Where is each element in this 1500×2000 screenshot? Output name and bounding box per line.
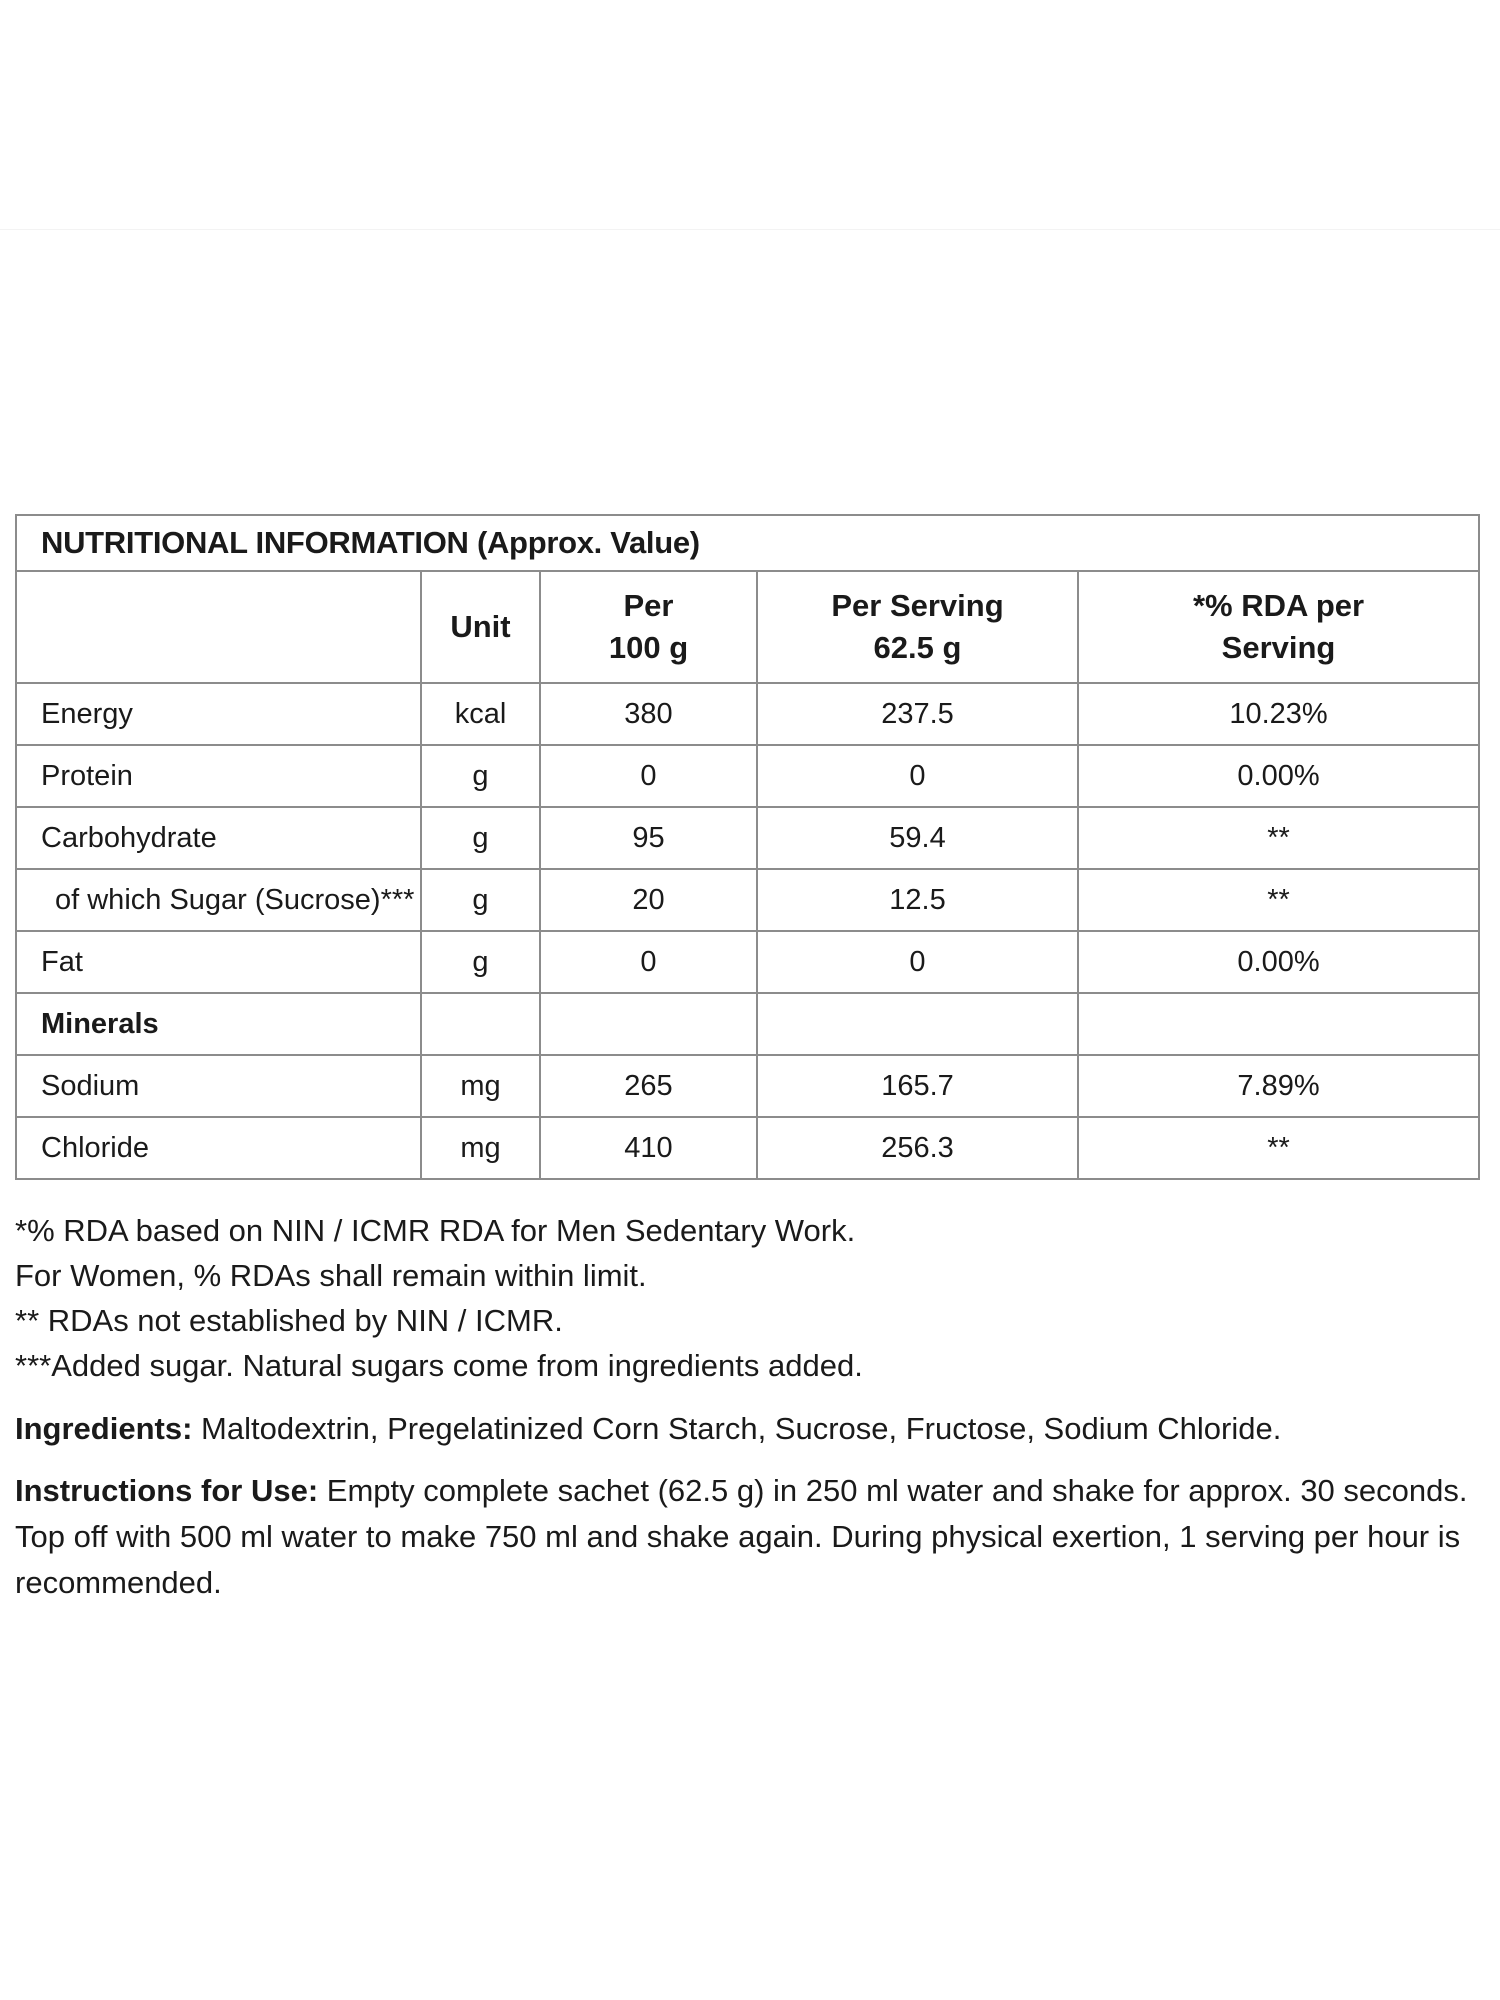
per-100g-value: 265: [540, 1055, 757, 1117]
per-serving-value: [757, 993, 1078, 1055]
per-100g-value: [540, 993, 757, 1055]
table-title: NUTRITIONAL INFORMATION (Approx. Value): [16, 515, 1479, 571]
nutrient-unit: mg: [421, 1117, 540, 1179]
nutrient-unit: mg: [421, 1055, 540, 1117]
header-rda: [1078, 571, 1479, 683]
table-row-carbohydrate: [16, 807, 1479, 869]
nutrient-unit: g: [421, 807, 540, 869]
per-serving-value: 256.3: [757, 1117, 1078, 1179]
per-serving-value: 0: [757, 745, 1078, 807]
table-row-fat: [16, 931, 1479, 993]
footnotes: [15, 1208, 1485, 1388]
nutrient-unit: g: [421, 931, 540, 993]
rda-value: 0.00%: [1078, 931, 1479, 993]
header-unit: Unit: [421, 571, 540, 683]
header-per-100g-line1: Per: [623, 588, 674, 623]
footnote: ** RDAs not established by NIN / ICMR.: [15, 1303, 563, 1338]
per-100g-value: 410: [540, 1117, 757, 1179]
footnote: *% RDA based on NIN / ICMR RDA for Men Sedentary Work.: [15, 1213, 856, 1248]
nutrient-unit: g: [421, 745, 540, 807]
table-row-sugar: [16, 869, 1479, 931]
rda-value: 10.23%: [1078, 683, 1479, 745]
header-per-serving: [757, 571, 1078, 683]
per-serving-value: 59.4: [757, 807, 1078, 869]
nutrient-name: of which Sugar (Sucrose)***: [16, 869, 421, 931]
rda-value: **: [1078, 1117, 1479, 1179]
per-100g-value: 0: [540, 745, 757, 807]
per-100g-value: 95: [540, 807, 757, 869]
top-divider: [0, 229, 1500, 230]
nutrient-name: Protein: [16, 745, 421, 807]
nutrition-table: [15, 514, 1480, 1180]
nutrient-unit: g: [421, 869, 540, 931]
table-row-chloride: [16, 1117, 1479, 1179]
per-100g-value: 380: [540, 683, 757, 745]
per-serving-value: 0: [757, 931, 1078, 993]
nutrient-name: Energy: [16, 683, 421, 745]
header-rda-line1: *% RDA per: [1192, 588, 1365, 623]
table-row-minerals: [16, 993, 1479, 1055]
header-nutrient: [16, 571, 421, 683]
nutrient-name: Fat: [16, 931, 421, 993]
ingredients-paragraph: [15, 1406, 1485, 1452]
per-100g-value: 20: [540, 869, 757, 931]
header-per-100g-line2: 100 g: [608, 630, 689, 665]
table-row-energy: [16, 683, 1479, 745]
footnote: ***Added sugar. Natural sugars come from ingredients added.: [15, 1348, 863, 1383]
table-header-row: [16, 571, 1479, 683]
rda-value: 7.89%: [1078, 1055, 1479, 1117]
header-per-serving-line1: Per Serving: [831, 588, 1004, 623]
header-rda-line2: Serving: [1221, 630, 1336, 665]
nutrient-unit: [421, 993, 540, 1055]
nutrient-name: Carbohydrate: [16, 807, 421, 869]
instructions-paragraph: [15, 1468, 1485, 1606]
table-row-protein: [16, 745, 1479, 807]
per-serving-value: 165.7: [757, 1055, 1078, 1117]
section-heading: Minerals: [16, 993, 421, 1055]
footnote: For Women, % RDAs shall remain within limit.: [15, 1258, 647, 1293]
table-title-row: [16, 515, 1479, 571]
per-100g-value: 0: [540, 931, 757, 993]
per-serving-value: 12.5: [757, 869, 1078, 931]
ingredients-text: Maltodextrin, Pregelatinized Corn Starch, Sucrose, Fructose, Sodium Chloride.: [192, 1411, 1282, 1446]
header-per-serving-line2: 62.5 g: [873, 630, 962, 665]
nutrient-name: Chloride: [16, 1117, 421, 1179]
rda-value: 0.00%: [1078, 745, 1479, 807]
ingredients-label: Ingredients:: [15, 1411, 193, 1446]
nutrient-unit: kcal: [421, 683, 540, 745]
instructions-text: Empty complete sachet (62.5 g) in 250 ml water and shake for approx. 30 seconds. Top off with 500 ml water to make 750 ml and shake again. During physical exertion, 1 serving per hour is recommended.: [15, 1473, 1468, 1600]
rda-value: **: [1078, 869, 1479, 931]
instructions-label: Instructions for Use:: [15, 1473, 319, 1508]
nutrient-name: Sodium: [16, 1055, 421, 1117]
per-serving-value: 237.5: [757, 683, 1078, 745]
rda-value: **: [1078, 807, 1479, 869]
rda-value: [1078, 993, 1479, 1055]
header-per-100g: [540, 571, 757, 683]
table-row-sodium: [16, 1055, 1479, 1117]
